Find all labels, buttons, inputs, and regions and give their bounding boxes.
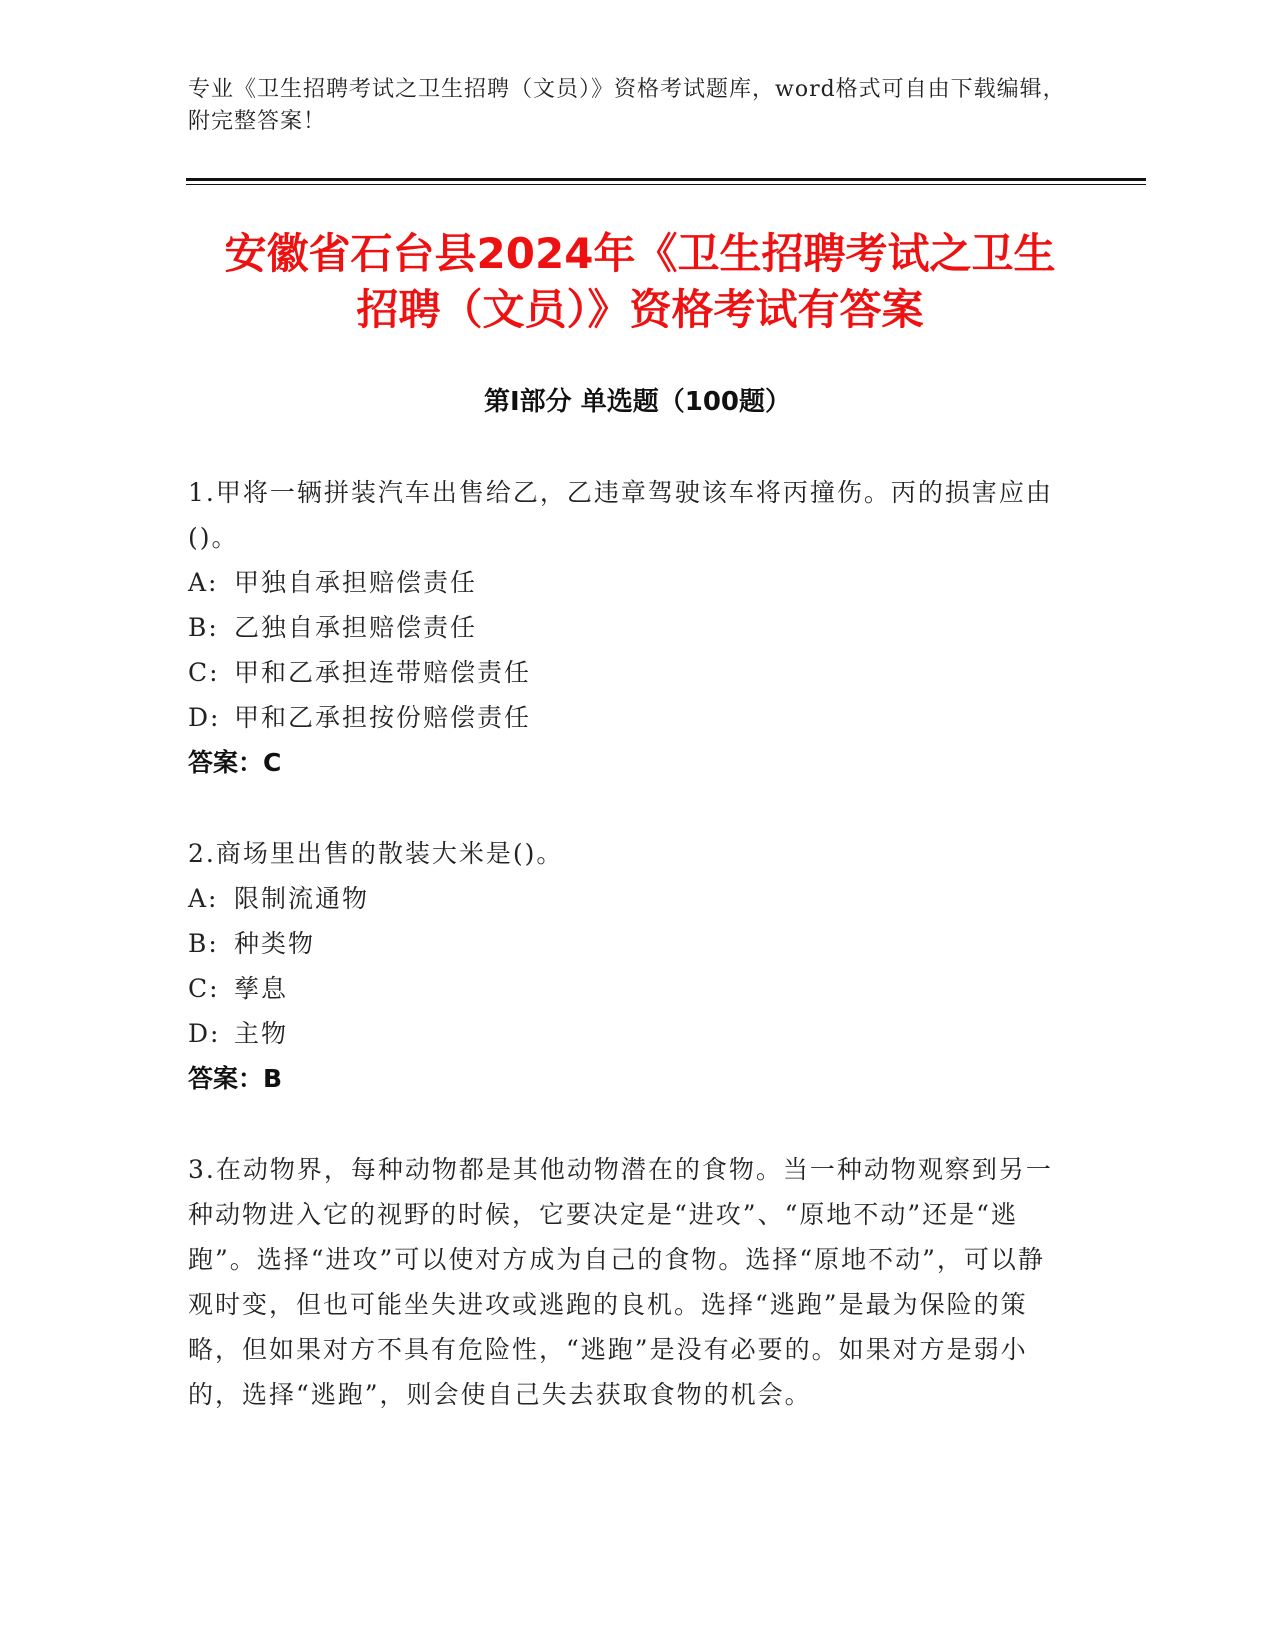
answer-line: 答案：C [188, 748, 282, 777]
question-3 [188, 1147, 1068, 1417]
question-stem: 1.甲将一辆拼装汽车出售给乙，乙违章驾驶该车将丙撞伤。丙的损害应由()。 [188, 478, 1053, 552]
header-divider-thick [186, 178, 1146, 181]
option-d [188, 695, 1068, 740]
question-1 [188, 470, 1068, 785]
option-c [188, 966, 1068, 1011]
option-text: 甲和乙承担按份赔偿责任 [234, 703, 532, 732]
option-key: A: [188, 568, 219, 597]
document-title [160, 226, 1120, 338]
option-key: B: [188, 929, 219, 958]
option-text: 孳息 [234, 974, 289, 1003]
document-title-line-2: 招聘（文员）》资格考试有答案 [356, 285, 924, 334]
option-c [188, 650, 1068, 695]
option-text: 乙独自承担赔偿责任 [234, 613, 478, 642]
header-divider-thin [186, 184, 1146, 185]
question-stem: 3.在动物界，每种动物都是其他动物潜在的食物。当一种动物观察到另一种动物进入它的视野的时候，它要决定是“进攻”、“原地不动”还是“逃跑”。选择“进攻”可以使对方成为自己的食物。选择“原地不动”，可以静观时变，但也可能坐失进攻或逃跑的良机。选择“逃跑”是最为保险的策略，但如果对方不具有危险性，“逃跑”是没有必要的。如果对方是弱小的，选择“逃跑”，则会使自己失去获取食物的机会。 [188, 1155, 1053, 1409]
option-d [188, 1011, 1068, 1056]
option-text: 种类物 [234, 929, 316, 958]
option-a [188, 876, 1068, 921]
option-b [188, 921, 1068, 966]
option-key: D: [188, 703, 221, 732]
document-title-line-1: 安徽省石台县2024年《卫生招聘考试之卫生 [224, 229, 1056, 278]
question-list [188, 470, 1068, 1463]
option-key: A: [188, 884, 219, 913]
header-note: 专业《卫生招聘考试之卫生招聘（文员）》资格考试题库，word格式可自由下载编辑，附完整答案！ [188, 77, 1066, 134]
option-text: 主物 [234, 1019, 289, 1048]
option-key: D: [188, 1019, 221, 1048]
section-title: 第I部分 单选题（100题） [484, 387, 791, 417]
question-2 [188, 831, 1068, 1101]
option-text: 甲独自承担赔偿责任 [234, 568, 478, 597]
option-key: C: [188, 974, 220, 1003]
option-b [188, 605, 1068, 650]
option-key: C: [188, 658, 220, 687]
option-text: 甲和乙承担连带赔偿责任 [234, 658, 532, 687]
question-stem: 2.商场里出售的散装大米是()。 [188, 839, 564, 868]
option-a [188, 560, 1068, 605]
option-text: 限制流通物 [234, 884, 370, 913]
answer-line: 答案：B [188, 1064, 283, 1093]
option-key: B: [188, 613, 219, 642]
